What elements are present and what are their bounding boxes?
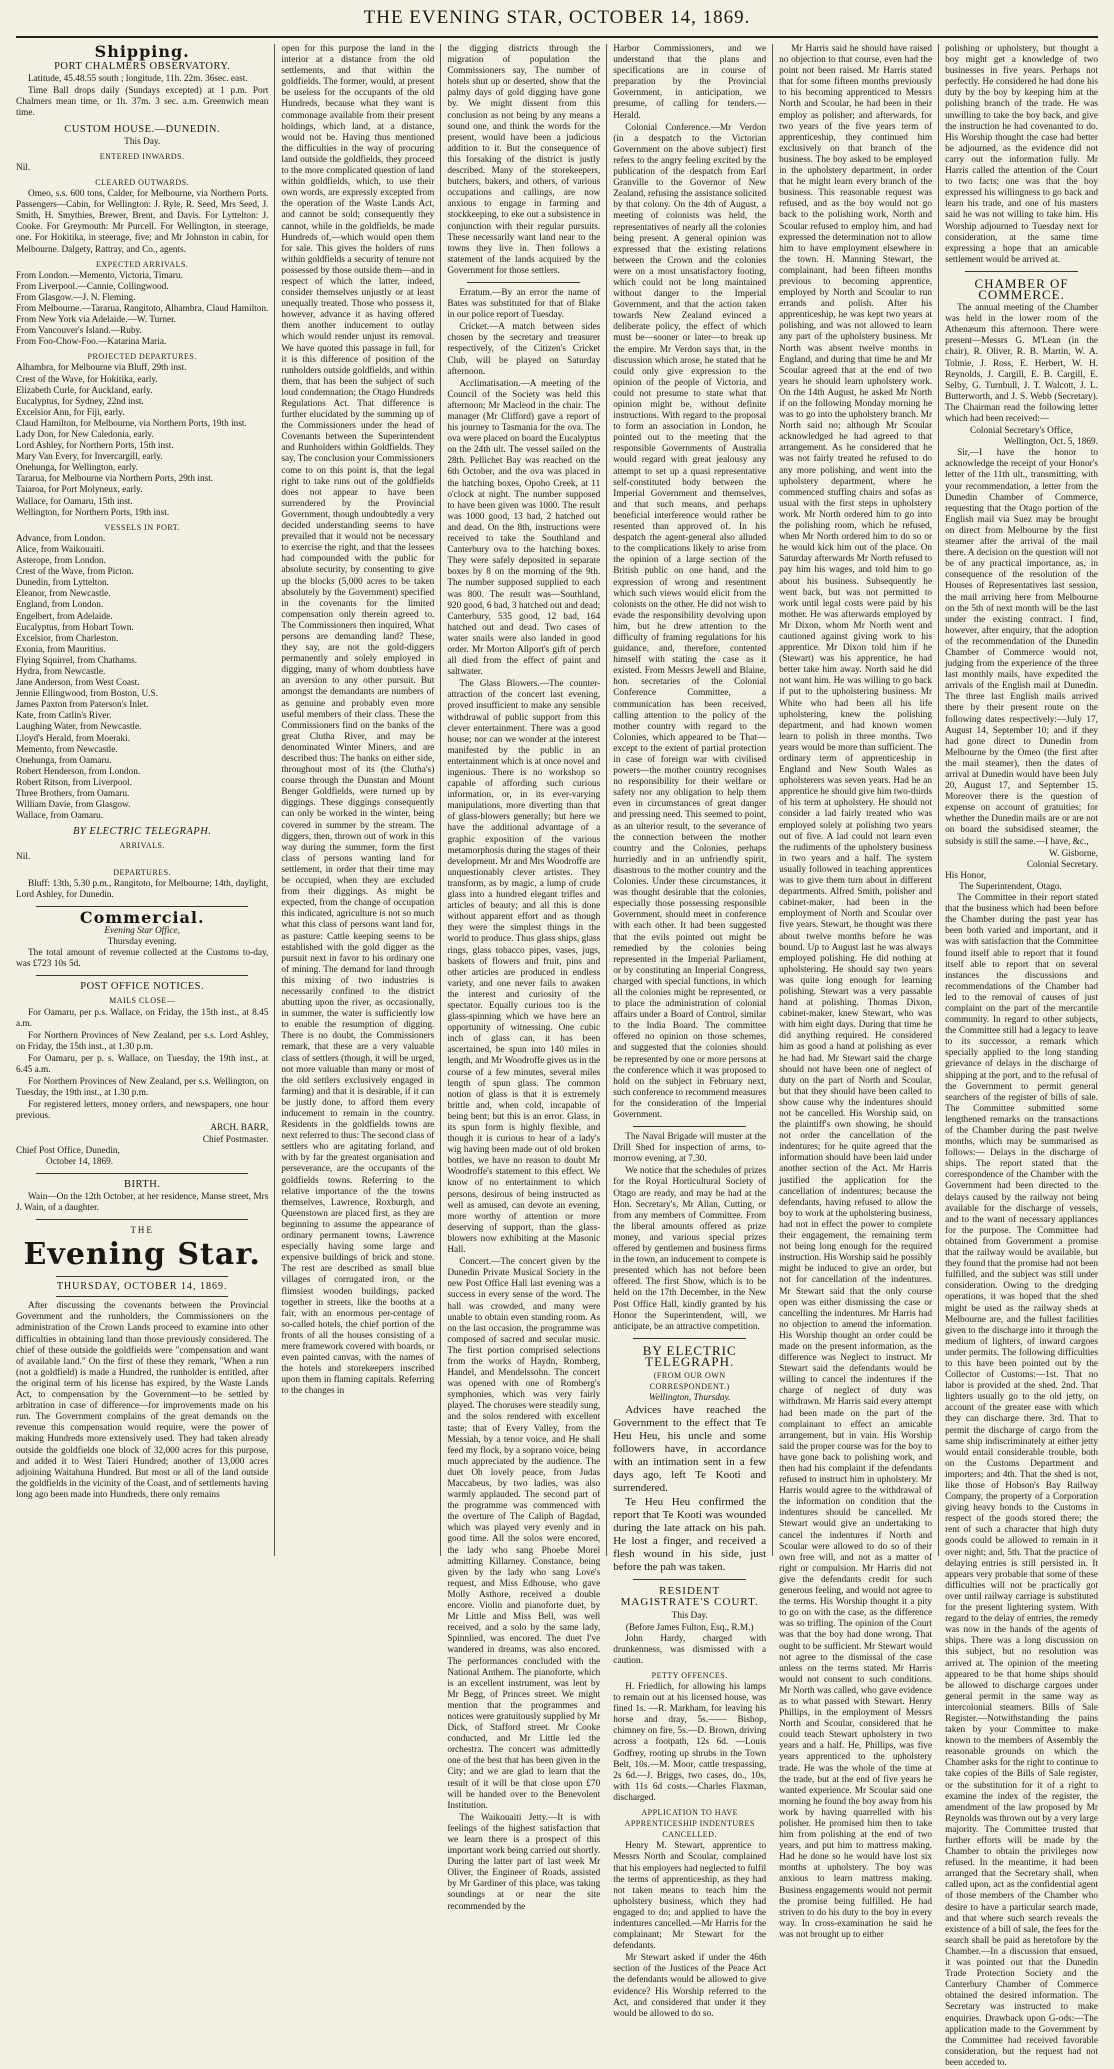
apprentice-text-2: Mr Stewart asked if under the 46th section of the Justices of the Peace Act the defendants would be allowed to give evidence? His Worship referred to the Act, and considered that under it they would be allowed to do so. xyxy=(613,1953,767,2019)
expected-heading: EXPECTED ARRIVALS. xyxy=(95,259,189,269)
divider xyxy=(467,282,580,283)
list-item: James Paxton from Paterson's Inlet. xyxy=(16,700,149,711)
list-item: Engelbert, from Adelaide. xyxy=(16,611,113,622)
divider xyxy=(36,975,248,976)
list-item: Crest of the Wave, for Hokitika, early. xyxy=(16,374,158,385)
list-item: Wallace, for Oamaru, 15th inst. xyxy=(16,496,133,507)
masthead-title: THE EVENING STAR, OCTOBER 14, 1869. xyxy=(363,7,751,28)
list-item: Robert Henderson, from London. xyxy=(16,766,141,777)
list-item: Memento, from Newcastle. xyxy=(16,744,118,755)
commercial-office: Evening Star Office, xyxy=(104,925,181,936)
entered-nil: Nil. xyxy=(16,162,31,173)
divider xyxy=(633,1126,746,1127)
departures-heading: DEPARTURES. xyxy=(113,867,172,877)
committee-report: The Committee in their report stated that the business which had been before the Chamber during the past year has been both varied and important, and it was with satisfaction that the Committee found itself able to report that it found itself able to report that on several instances the discussions and recommendations of the Chamber had led to the removal of causes of just complaint on the part of the mercantile community. In regard to other subjects, the Committee still had a legacy to leave to its successor, a remark which specially applied to the long standing grievance of delays in the discharge of shipping at the port, and to the refusal of the Government to permit general searchers of the register of bills of sale. The Committee submitted some lengthened remarks on the transactions of the Chamber during the past twelve months, which may be summarised as follows:— Delays in the discharge of ships. The report stated that the correspondence of the Chamber with the Government had been directed to the delays caused by the railway not being available for the discharge of vessels, and to the want of necessary appliances for the purpose. The Committee had obtained from Government a promise that the railway would be available, but they found that the promise had not been fulfilled, and the subject was still under consideration. Owing to the dredging operations, it was hoped that the shed might be used as the railway sheds at Melbourne are, and the fullest facilities given to the discharge into it through the medium of lighters, of inward cargoes under permits. The following difficulties to this have been pointed out by the Collector of Customs:—1st. That no labor is provided at the shed. 2nd. That lighters usually go to the old jetty, on account of the greater ease with which they can discharge there. 3rd. That to permit the discharge of cargo from the same ship indiscriminately at either jetty would entail considerable trouble, both on the Customs Department and importers; and 4th. That the shed is not, like those of Hobson's Bay Railway Company, the property of a Corporation giving heavy bonds to the Customs in respect of the goods stored there; the rent of such a character that high duty goods could be allowed to remain in it over night; and, 5th. That the practice of delaying entries is still persisted in. It appears very probable that some of these difficulties will not be practically got over until railway carriage is substituted for the present lightering system. With regard to the delay of entries, the remedy was now in the hands of the agents of ships. There was a long discussion on this subject, but no resolution was arrived at. The opinion of the meeting appeared to be that home ships should be allowed to discharge cargoes under general permit in the same way as intercolonial steamers. Bills of Sale Register.—Notwithstanding the pains taken by your Committee to make known to the members of Assembly the reasonable grounds on which the Chamber asks for the right to continue to take copies of the Bills of Sale register, or the substitution for it of a right to examine the index of the register, the amendment of the law proposed by Mr Reynolds was thrown out by a very large majority. The Committee trusted that further efforts will be made by the Chamber to obtain the privileges now refused. In the meantime, it had been arranged that the Secretary shall, when called upon, act as the confidential agent of those members of the Chamber who desire to have a particular search made, and that where such search reveals the existence of a bill of sale, the fees for the search shall be paid as heretofore by the Chamber.—In a discussion that ensued, it was pointed out that the Dunedin Trade Protection Society and the Canterbury Chamber of Commerce obtained the desired information. The Secretary was instructed to make enquiries. Drawback upon G-ods:—The application made to the Government by the Committee had received favorable consideration, but the request had not been acceded to. xyxy=(945,893,1098,2068)
vessels-list xyxy=(16,534,268,822)
list-item: Onehunga, from Oamaru. xyxy=(16,755,112,766)
list-item: Asterope, from London. xyxy=(16,556,106,567)
shipping-heading: Shipping. xyxy=(94,42,190,61)
list-item: From Glasgow.—J. N. Fleming. xyxy=(16,292,136,303)
commercial-heading: Commercial. xyxy=(79,907,205,927)
post-line: For Oamaru, per p.s. Wallace, on Friday, the 15th inst., at 8.45 a.m. xyxy=(16,1007,269,1029)
divider xyxy=(36,1173,248,1174)
commercial-when: Thursday evening. xyxy=(107,937,177,948)
letter-body: Sir,—I have the honor to acknowledge the receipt of your Honor's letter of the 11th ult., transmitting, with your recommendation, a letter from the Dunedin Chamber of Commerce, requesting that the Otago portion of the English mail via Suez may be brought on direct from Melbourne by the first steamer after the arrival of the mail there. A decision on the question will not be of any practical importance, as, in consequence of the resolution of the Houses of Representatives last session, the mail arriving here from Melbourne on the 5th of next month will be the last under the existing contract. I find, however, after enquiry, that the adoption of the recommendation of the Dunedin Chamber of Commerce would not, judging from the experience of the three last monthly mails, have expedited the arrivals of the English mail at Dunedin. The three last English mails arrived there by their present route on the following dates respectively:—July 17, August 14, September 10; and if they had gone direct to Dunedin from Melbourne by the Omeo (the first after the mail steamer), then the dates of arrival at Dunedin would have been July 20, August 17, and September 15. Moreover there is the question of expense on account of gratuities; for whether the Dunedin mails are or are not on board the subsidised steamer, the subsidy is still the same.—I have, &c., xyxy=(945,448,1098,847)
list-item: Three Brothers, from Oamaru. xyxy=(16,789,130,799)
commercial-text: The total amount of revenue collected at the Customs to-day, was £723 10s 5d. xyxy=(16,948,269,970)
cleared-text: Omeo, s.s. 600 tons, Calder, for Melbourne, via Northern Ports. Passengers—Cabin, for Wellington: J. Ryle, R. Seed, Mrs Seed, J. Smith, H. Smythies, Brewer, Brent, and Davis. For Lyttelton: J. Cooke. For Greymouth: Mr Purcell. For Wellington, in steerage, one. For Hokitika, in steerage, five; and Mr Johnston in cabin, for Melbourne. Dalgety, Rattray, and Co., agents. xyxy=(16,189,269,255)
latitude-text: Latitude, 45.48.55 south ; longitude, 11h. 22m. 36sec. east. xyxy=(28,74,248,85)
list-item: Wallace, from Oamaru. xyxy=(16,811,104,822)
schedules-paragraph: We notice that the schedules of prizes for the Royal Horticultural Society of Otago are ready, and may be had at the Hon. Secretary's, Mr Allan, Cutting, or from any members of Committee. From the liberal amounts offered as prize money, and various special prizes offered by gentlemen and business firms in the town, an inducement to compete is presented which has not before been offered. The first Show, which is to be held on the 17th December, in the New Post Office Hall, kindly granted by his Honor the Superintendent, will, we anticipate, be an attractive competition. xyxy=(613,1166,767,1332)
column-1 xyxy=(10,44,275,1556)
post-date: October 14, 1869. xyxy=(46,1156,114,1167)
letter-role: Colonial Secretary. xyxy=(1026,859,1098,870)
list-item: From Vancouver's Island.—Ruby. xyxy=(16,326,142,337)
column-3 xyxy=(441,44,607,1912)
list-item: Advance, from London. xyxy=(16,533,106,544)
list-item: Hydra, from Newcastle. xyxy=(16,666,106,677)
list-item: Alhambra, for Melbourne via Bluff, 29th inst. xyxy=(16,363,187,374)
column-4 xyxy=(607,44,773,2019)
star-the: THE xyxy=(130,1225,154,1236)
issue-date: THURSDAY, OCTOBER 14, 1869. xyxy=(56,1281,228,1293)
post-heading: POST OFFICE NOTICES. xyxy=(80,981,205,993)
custom-house-heading: CUSTOM HOUSE.—DUNEDIN. xyxy=(64,123,221,135)
divider xyxy=(56,1296,228,1297)
masthead xyxy=(16,0,1098,38)
projected-list xyxy=(16,363,268,518)
arrivals-heading: ARRIVALS. xyxy=(119,841,165,851)
correspondent-label: (FROM OUR OWN CORRESPONDENT.) xyxy=(649,1370,730,1392)
list-item: Robert Ritson, from Liverpool. xyxy=(16,777,132,788)
concert-paragraph: Concert.—The concert given by the Dunedin Private Musical Society in the new Post Office Hall last evening was a success in every sense of the word. The hall was crowded, and many were unable to obtain even standing room. As on the last occasion, the programme was composed of sacred and secular music. The first portion comprised selections from the works of Haydn, Romberg, Handel, and Mendelssohn. The concert was opened with one of Romberg's symphonies, which was very fairly played. The choruses were steadily sung, and the solos rendered with excellent taste; that of Every Valley, from the Messiah, by a tenor voice, and He shall feed my flock, by a soprano voice, being much appreciated by the audience. The duet Oh lovely peace, from Judas Maccabeus, by two ladies, was also warmly applauded. The second part of the programme was commenced with the overture of The Caliph of Bagdad, which was played very evenly and in good time. All the solos were encored, the lady who sang Phoebe Morel admitting Killarney. Constance, being given by the lady who sang Love's request, and Miss Edhouse, who gave Molly Asthore, received a double encore. Violin and pianoforte duet, by Mr Little and Miss Bell, was well received, and a solo by the same lady, Spinnlied, was encored. The duet I've wandered in dreams, was also encored. The performances concluded with the National Anthem. The pianoforte, which is an excellent instrument, was lent by Mr Begg, of Princes street. We might mention that the programmes and notices were gratuitously supplied by Mr Dick, of Stafford street. Mr Cooke conducted, and Mr Little led the orchestra. The concert was admittedly one of the best that has been given in the City; and we are glad to learn that the result of it will be that close upon £70 will be handed over to the Benevolent Institution. xyxy=(447,1257,601,1811)
expected-list xyxy=(16,271,268,349)
letter-place: Wellington, Oct. 5, 1869. xyxy=(1003,437,1098,448)
post-line: For Northern Provinces of New Zealand, per s.s. Wellington, on Tuesday, the 19th inst., at 1.30 p.m. xyxy=(16,1077,269,1099)
post-signed: ARCH. BARR, xyxy=(210,1123,269,1134)
petty-heading: PETTY OFFENCES. xyxy=(651,1670,728,1680)
columns xyxy=(10,42,1104,2068)
list-item: Tararua, for Melbourne via Northern Ports, 29th inst. xyxy=(16,474,214,485)
letter-to-2: The Superintendent, Otago. xyxy=(959,881,1062,892)
divider xyxy=(633,1338,746,1339)
list-item: Lloyd's Herald, from Moeraki. xyxy=(16,733,130,744)
list-item: Eucalyptus, for Sydney, 22nd inst. xyxy=(16,396,144,407)
court-case-continued: Mr Harris said he should have raised no objection to that course, even had the point not been raised. Mr Harris stated that for some fifteen months previously to his becoming apprenticed to Messrs North and Scoular, he had been in their employ as polisher; and afterwards, for two years of the five years term of apprenticeship, they continued him exclusively on that branch of the business. The boy asked to be employed in the upholstery department, in order that he might learn every branch of the business. This reasonable request was refused, and as the boy would not go back to the polishing work, North and Scoular refused to employ him, and had expressed the determination not to allow him to have employment elsewhere in the town. H. Manning Stewart, the complainant, had been fifteen months previous to becoming apprentice, employed by North and Scoular to run errands and polish. After his apprenticeship, he was kept two years at polishing, and was not allowed to learn any part of the upholstery business. Mr North was absent twelve months in England, and during that time he and Mr Scoular agreed that at the end of two years he should learn upholstery work. On the 14th August, he asked Mr North if on the following Monday morning he was to go into the upholstery branch. Mr North said no; although Mr Scoular acknowledged he had agreed to that arrangement. As he considered that he was not fairly treated he refused to do any more polishing, and went into the upholstery department, where he commenced stuffing chairs and sofas as usual with the first steps in upholstery work. Mr North ordered him to go into the polishing room, which he refused, when Mr North ordered him to do so or he would kick him out of the place. On Saturday afterwards Mr North refused to pay him his wages, and told him to go about his business. Subsequently he went back, but was not permitted to work until legal costs were paid by his mother. He was afterwards employed by Mr Dixon, whom Mr North went and cautioned against giving work to his apprentice. Mr Dixon told him if he (Stewart) was his apprentice, he had better take him away. North said he did not want him. He was willing to go back if put to the upholstering business. Mr White who had been all his life upholstering, knew the polishing department, and had known women learn to polish in three months. Two years would be more than sufficient. The ordinary term of apprenticeship in England and New South Wales as upholsterers was seven years. Had he an apprentice he should give him two-thirds of his term at upholstery. He should not consider a lad fairly treated who was employed solely at polishing two years out of five. A lad could not learn even the rudiments of the upholstery business in two years and a half. The system usually followed in teaching apprentices was to give them turn about in different departments. Alfred Smith, polisher and cabinet-maker, had been in the employment of North and Scoular over five years. Stewart, he thought was there about twelve months before he was bound. Up to August last he was always employed polishing. He did nothing at upholstering. He should say two years was quite long enough for learning polishing. Stewart was a very passable hand at polishing. Thomas Dixon, cabinet-maker, knew Stewart, who was with him eight days. During that time he did anything required. He considered him as good a hand at polishing as ever he had had. Mr Stewart said the charge should not have been one of neglect of duty on the part of North and Scoular, but that they should have been called to show cause why the indentures should not be cancelled. His Worship said, on the plaintiff's own showing, he should not order the cancellation of the indentures; for he quite agreed that the information should have been laid under another section of the Act. Mr Harris justified the application for the cancellation of indentures; because the defendants, having refused to allow the boy to work at the upholstering business, had not in effect the power to complete their engagement, the remaining term not being long enough for the required instruction. His Worship said he possibly might be induced to give an order, but not for cancellation of the indentures. Mr Stewart said that the only course open was either dismissing the case or cancelling the indentures. Mr Harris had no objection to amend the information. His Worship thought an order could be made on the present information, as the difference was Neglect to instruct. Mr Stewart said the defendants would be willing to cancel the indentures if the charge of neglect of duty was withdrawn. Mr Harris said every attempt had been made on the part of the complainant to effect an amicable arrangement, but in vain. His Worship said the proper course was for the boy to have gone back to polishing work, and then had his complaint if the defendants refused to instruct him in upholstery. Mr Harris would agree to the withdrawal of the information on condition that the indentures should be cancelled. Mr Stewart would give an undertaking to cancel the indentures if North and Scoular were allowed to do so of their own free will, and not as a matter of right or compulsion. Mr Harris did not give the defendants credit for such generous feeling, and would not agree to the terms. His Worship thought it a pity to go on with the case, as the difference was so trifling. The opinion of the Court was that the boy had done wrong. That ought to be sufficient. Mr Stewart would not agree to the dismissal of the case unless on the terms stated. Mr Harris would not consent to such conditions. Mr North was called, who gave evidence as to what passed with Stewart. Henry Phillips, in the employment of Messrs North and Scoular, considered that he could teach Stewart upholstery in two years and a half. He, Phillips, was five years apprenticed to the upholstery trade. He was the whole of the time at the trade, but at the end of five years he wanted experience. Mr Scoular said one morning he found the boy away from his work by having quarrelled with his polisher. He promised him then to take him from polishing at the end of two years, and put him to mattress making. Had he done so he would have lost six months at upholstery. The boy was anxious to learn mattress making. Business engagements would not permit the promise being fulfilled. He had striven to do his duty to the boy in every way. In cross-examination he said he was not brought up to either xyxy=(779,44,933,1940)
arrivals-nil: Nil. xyxy=(16,852,31,863)
leader-continued: open for this purpose the land in the interior at a distance from the old settlements, and that within the goldfields. The former, would, at present be useless for the occupants of the old Hundreds, because what they want is commonage available from their present holdings, which land, at a distance, would not be. Having thus mentioned the difficulties in the way of procuring land outside the goldfields, they proceed to the more complicated question of land within goldfields, which, to use their own words, are expressly excepted from the operation of the Waste Lands Act, and cannot be sold; consequently they cannot, while in the goldfields, be made Hundreds of,—which would open them for sale. This gives the holders of runs within goldfields a security of tenure not possessed by those outside them—and in respect of which the latter, indeed, consider themselves unjustly or at least unequally treated. Those who possess it, however, advance it as having offered them another inducement to outlay which would render unjust its removal. We have quoted this passage in full, for it is this difference of position of the runholders outside goldfields, and within them, that has been the subject of such loud condemnation; the Otago Hundreds Regulations Act. That difference is further elucidated by the summing up of the Commissioners under the head of Covenants between the Superintendent and Runholders within Goldfields. They say, The conclusion your Commissioners come to on this point is, that the legal right to take runs out of the goldfields does not appear to have been surrendered by the Provincial Government, though undoubtedly a very decided understanding seems to have prevailed that it would not be necessary to exercise the right, and that the lessees had compounded with the public for absolute security, by consenting to give up the blocks (5,000 acres to be taken absolutely by the Government) specified in the covenants for the limited compensation only therein agreed to. The Commissioners then inquired, What persons are demanding land? These, they say, are not the gold-diggers permanently and solely employed in digging, many of whom doubtless have an aversion to any other pursuit. But amongst the demandants are numbers of as genuine and probably even more useful members of their class. These the Commissioners find on the banks of the great Clutha River, and may be denominated Winter Miners, and are described thus: The banks on either side, throughout most of its (the Clutha's) course through the Dunstan and Mount Benger Goldfields, were turned up by diggings. These diggings consequently can only be worked in the winter, being covered in summer by the stream. The diggers, then, thrown out of work in this way during the summer, form the first class of persons wanting land for settlement, in order that their time may be occupied, when they are excluded from their diggings. As might be expected, from the change of occupation this indicated, agriculture is not so much what this class of persons want land for, as pasture: Cattle keeping seems to be established with the gold digger as the pursuit next in favor to his ordinary one of mining. The demand for land through this mixing of two industries is necessarily confined to the district abutting upon the river, as occasionally, in summer, the water is sufficiently low to enable the resumption of digging. There is no doubt, the Commissioners remark, that these are a very valuable class of settlers (though, it will be urged, not more valuable than many or most of the old settlers exclusively engaged in farming) and that it is desirable, if it can be justly done, to afford them every inducement to remain in the country. Residents in the goldfields towns are next referred to thus: The second class of settlers who are agitating forland, and with by far the greatest organisation and perseverance, are the occupants of the goldfields towns. Referring to the relative importance of the the towns themselves, Lawrence, Roxburgh, and Queenstown are placed first, as they are beginning to assume the appearance of ordinary permanent towns, Lawrence especially having some large and expensive buildings of brick and stone. The rest are described as small blue villages of corrugated iron, or the flimsiest wooden buildings, packed together in streets, like the booths at a fair, with an enormous per-centage of so-called hotels, the chief portion of the fronts of all the houses consisting of a mere framework covered with boards, or even painted canvas, with the names of the hotels and storekeepers inscribed upon them in flaming capitals. Referring to the changes in xyxy=(281,44,435,1397)
list-item: Alice, from Waikouaiti. xyxy=(16,544,104,555)
observatory-heading: PORT CHALMERS OBSERVATORY. xyxy=(54,61,231,73)
divider xyxy=(965,271,1078,272)
post-line: For Northern Provinces of New Zealand, per s.s. Lord Ashley, on Friday, the 15th inst., at 1.30 p.m. xyxy=(16,1030,269,1052)
list-item: Elizabeth Curle, for Auckland, early. xyxy=(16,385,153,396)
court-drunk: John Hardy, charged with drunkenness, was dismissed with a caution. xyxy=(613,1633,767,1666)
telegraph-item: Advices have reached the Government to the effect that Te Heu Heu, his uncle and some followers have, in accordance with an intimation sent in a few days ago, left Te Kooti and surrendered. xyxy=(613,1404,767,1495)
dateline: Wellington, Thursday. xyxy=(648,1393,731,1404)
list-item: Eleanor, from Newcastle. xyxy=(16,589,111,600)
letter-sign: W. Gisborne, xyxy=(1049,848,1098,859)
list-item: Onehunga, for Wellington, early. xyxy=(16,463,138,474)
leader-text: After discussing the covenants between the Provincial Government and the runholders, the Commissioners on the administration of the Crown Lands proceed to examine into other difficulties in obtaining land than those previously considered. The chief of these outside the goldfields were "compensation and want of available land." On the first of these they remark, "When a run (not a goldfield) is made a Hundred, the runholder is entitled, after the original term of his license has expired, by the Waste Lands Act, to compensation by the Government—to be settled by arbitration in case of difference—for improvements made on his run. The Government complains of the great demands on the revenue this compensation would require, were the power of making Hundreds more extensively used. They had taken already outside the goldfields one block of 32,000 acres for this purpose, and added it to West Taieri Hundred; another of 13,000 acres adjoining Waitahuna Hundred. But most or all of the land outside the goldfields in the vicinity of the Coast, and of settlements having long ago been made into Hundreds, there only remains xyxy=(16,1301,269,1500)
list-item: From New York via Adelaide.—W. Turner. xyxy=(16,315,177,326)
projected-heading: PROJECTED DEPARTURES. xyxy=(87,352,197,362)
post-line: For Oamaru, per p. s. Wallace, on Tuesday, the 19th inst., at 6.45 a.m. xyxy=(16,1053,269,1075)
list-item: Jennie Ellingwood, from Boston, U.S. xyxy=(16,689,159,700)
harbor-paragraph: Harbor Commissioners, and we understand that the plans and specifications are in course of preparation by the Provincial Government, in anticipation, we presume, of calling for tenders.—Herald. xyxy=(613,44,767,121)
list-item: From Foo-Chow-Foo.—Katarina Maria. xyxy=(16,337,167,348)
list-item: William Davie, from Glasgow. xyxy=(16,800,131,811)
birth-text: Wain—On the 12th October, at her residence, Manse street, Mrs J. Wain, of a daughter. xyxy=(16,1191,269,1213)
jetty-paragraph: The Waikouaiti Jetty.—It is with feelings of the highest satisfaction that we learn there is a prospect of this important work being carried out shortly. During the latter part of last week Mr Oliver, the Engineer of Roads, assisted by Mr Gardiner of this place, was taking soundings at or near the site recommended by the xyxy=(447,1812,601,1912)
entered-heading: ENTERED INWARDS. xyxy=(99,151,185,161)
post-office: Chief Post Office, Dunedin, xyxy=(16,1145,120,1156)
list-item: England, from London. xyxy=(16,600,104,611)
divider xyxy=(36,1219,248,1220)
list-item: Mary Van Every, for Invercargill, early. xyxy=(16,452,163,463)
apprentice-text: Henry M. Stewart, apprentice to Messrs North and Scoular, complained that his employers had neglected to fulfil the terms of apprenticeship, as they had not taken means to teach him the upholstery business, which they had engaged to do; and applied to have the indentures cancelled.—Mr Harris for the complainant; Mr Stewart for the defendants. xyxy=(613,1841,767,1952)
telegraph-item: Te Heu Heu confirmed the report that Te Kooti was wounded during the late attack on his pah. He lost a finger, and received a flesh wound in his side, just before the pah was taken. xyxy=(613,1496,767,1574)
birth-heading: BIRTH. xyxy=(123,1178,161,1190)
colonial-conference-paragraph: Colonial Conference.—Mr Verdon (in a despatch to the Victorian Government on the above subject) first refers to the angry feeling excited by the publication of the despatch from Earl Granville to the Governor of New Zealand, refusing the assistance solicited by that colony. On the 4th of August, a meeting of colonists was held, the representatives of nearly all the colonies being present. A general opinion was expressed that the existing relations between the Crown and the colonies were on a most unsatisfactory footing, which could not be long maintained without danger to the Imperial Government, and that the action taken towards New Zealand evinced a deliberate policy, the effect of which must be—sooner or later—to break up the empire. Mr Verdon says that, in the discussion which arose, he stated that he could only give expression to the opinion of the people of Victoria, and could not presume to state what that opinion might be, without definite instructions. With regard to the proposal to form an association in London, he pointed out to the meeting that the responsible Governments of Australia would regard with great jealousy any attempt to set up a quasi representative self-constituted body between the Imperial Government and themselves, and that such means, and perhaps beneficial interference would rather be resented than approved of. In his despatch the agent-general also alluded to the complications likely to arise from the opinion of a large section of the British public on one hand, and the expression of wrong and resentment which such views would elicit from the colonists on the other. He did not wish to evade the responsibility devolving upon him, but he drew attention to the difficulty of framing regulations for his guidance, and, therefore, contented himself with stating the case as it existed. From Messrs Jewell and Blaine, hon. secretaries of the Colonial Conference Committee, a communication has been received, calling attention to the policy of the mother country with regard to the Colonies, which appeared to be That—except to the extent of partial protection in case of foreign war with civilised powers—the mother country recognises no responsibility for their welfare or safety nor any obligation to help them even in circumstances of great danger and pressing need. This seemed to point, as an ulterior result, to the severance of the connection between the mother country and the Colonies, perhaps hurriedly and in an unfriendly spirit, disastrous to the mother country and the Colonies. Under these circumstances, it was thought desirable that the colonies, especially those possessing responsible Government, should meet in conference with each other. It had been suggested that the evils pointed out might be remedied by the colonies being represented in the Imperial Parliament, or by constituting an Imperial Congress, charged with special functions, in which all the colonies might be represented, or to place the administration of colonial affairs under a Board of Control, similar to the India Board. The committee offered no opinion on those schemes, and suggested that the colonies should be represented by one or more persons at the conference which it was proposed to hold on the subject in February next, such conference to recommend measures for the consideration of the Imperial Government. xyxy=(613,122,767,1120)
chamber-text: The annual meeting of the Chamber was held in the lower room of the Athenæum this afternoon. There were present—Messrs G. M'Lean (in the chair), R. Oliver, R. B. Martin, W. A. Tolmie, J. Ross, E. Herbert, W. H. Reynolds, J. Cargill, E. B. Cargill, E. Selby, G. Turnbull, J. T. Walcott, J. L. Butterworth, and J. S. Webb (Secretary). The Chairman read the following letter which had been received:— xyxy=(945,303,1098,424)
petty-text: H. Friedlich, for allowing his lamps to remain out at his licensed house, was fined 1s. —R. Markham, for leaving his horse and dray, 5s.—— Bishop, chimney on fire, 5s.—D. Brown, driving across a footpath, 12s 6d. —Louis Godfrey, rooting up shrubs in the Town Belt, 10s.—M. Moor, cattle trespassing, 2s 6d.—J. Briggs, two cases, do., 10s, with 11s 6d costs.—Charles Flaxman, discharged. xyxy=(613,1682,767,1803)
mails-close: MAILS CLOSE— xyxy=(109,996,176,1006)
list-item: Lady Don, for New Caledonia, early. xyxy=(16,430,154,440)
post-line: For registered letters, money orders, and newspapers, one hour previous. xyxy=(16,1100,269,1122)
list-item: Jane Anderson, from West Coast. xyxy=(16,678,140,689)
list-item: Exonia, from Mauritius. xyxy=(16,644,106,655)
court-heading: RESIDENT MAGISTRATE'S COURT. xyxy=(620,1585,759,1609)
letter-to: His Honor, xyxy=(945,870,987,881)
timeball-text: Time Ball drops daily (Sundays excepted) at 1 p.m. Port Chalmers mean time, or 1h. 37m. 3 sec. a.m. Greenwich mean time. xyxy=(16,86,269,119)
erratum-paragraph: Erratum.—By an error the name of Bates was substituted for that of Blake in our police report of Tuesday. xyxy=(447,287,601,321)
list-item: Flying Squirrel, from Chathams. xyxy=(16,655,138,666)
list-item: Excelsior Ann, for Fiji, early. xyxy=(16,407,125,418)
departures-text: Bluff: 13th, 5.30 p.m., Rangitoto, for Melbourne; 14th, daylight, Lord Ashley, for Dunedin. xyxy=(16,878,269,900)
divider xyxy=(36,906,248,907)
chamber-heading: CHAMBER OF COMMERCE. xyxy=(974,275,1069,302)
leader-end: the digging districts through the migration of population the Commissioners say, The number of hotels shut up or deserted, show that the palmy days of gold digging have gone by. We might dissent from this conclusion as not being by any means a sound one, and think the words for the present, would have been a judicious addition to it. But the consequence of this forsaking of the district is justly described. Many of the storekeepers, butchers, bakers, and others, of various occupations and callings, are now anxious to engage in farming and stockkeeping, to eke out a subsistence in conjunction with their regular pursuits. These necessarily want land near to the towns they live in. Then follows a statement of the lands acquired by the Government for those settlers. xyxy=(447,44,601,276)
list-item: Claud Hamilton, for Melbourne, via Northern Ports, 19th inst. xyxy=(16,418,247,429)
court-day: This Day. xyxy=(671,1611,708,1622)
vessels-heading: VESSELS IN PORT. xyxy=(104,522,180,532)
letter-head: Colonial Secretary's Office, xyxy=(970,426,1074,437)
this-day-label: This Day. xyxy=(124,136,161,147)
telegraph-section-heading: BY ELECTRIC TELEGRAPH. xyxy=(642,1342,737,1369)
cricket-paragraph: Cricket.—A match between sides chosen by the secretary and treasurer respectively, of the Citizen's Cricket Club, will be played on Saturday afternoon. xyxy=(447,322,601,377)
acclimatisation-paragraph: Acclimatisation.—A meeting of the Council of the Society was held this afternoon; Mr Macleod in the chair. The manager (Mr Clifford) gave a report of his journey to Tasmania for the ova. The ova were placed on board the Eucalyptus on the 24th ult. The vessel sailed on the 28th. Pellichet Bay was reached on the 6th October, and the ova was placed in the hatching boxes, Opoho Creek, at 11 o'clock at night. The number supposed to have been given was 1000. The result was 1000 good, 13 bad, 2 hatched out and dead. On the 8th, instructions were received to take the Southland and Canterbury ova to the hatching boxes. They were safely deposited in separate boxes by 8 on the morning of the 9th. The number supposed supplied to each was 800. The result was—Southland, 920 good, 6 bad, 3 hatched out and dead; Canterbury, 535 good, 12 bad, 164 hatched out and dead. Two cases of water snails were also landed in good order. Mr Morton Allport's gift of perch all died from the effect of paint and saltwater. xyxy=(447,378,601,678)
list-item: From Liverpool.—Cannie, Collingwood. xyxy=(16,281,169,292)
list-item: Taiaroa, for Port Molyneux, early. xyxy=(16,485,143,496)
list-item: Kate, from Catlin's River. xyxy=(16,711,112,722)
list-item: Wellington, for Northern Ports, 19th inst. xyxy=(16,507,170,518)
list-item: Dunedin, from Lyttelton. xyxy=(16,578,109,589)
column-6 xyxy=(939,44,1104,2068)
telegraph-heading: BY ELECTRIC TELEGRAPH. xyxy=(72,826,212,838)
post-role: Chief Postmaster. xyxy=(202,1134,269,1145)
list-item: From Melbourne.—Tararua, Rangitoto, Alhambra, Claud Hamilton. xyxy=(16,303,269,314)
list-item: Laughing Water, from Newcastle. xyxy=(16,722,142,733)
cleared-heading: CLEARED OUTWARDS. xyxy=(95,177,190,187)
court-case-end: polishing or upholstery, but thought a boy might get a knowledge of two businesses in five years. Perhaps not perfectly. He considered he had done his duty by the boy by keeping him at the polishing branch of the trade. He was unwilling to take the boy back, and give the instruction he had covenanted to do. His Worship thought the case had better be adjourned, as the evidence did not carry out the information fully. Mr Harris called the attention of the Court to two facts; one was that the boy expressed his willingness to go back and learn his trade, and one of his masters said he was not willing to take him. His Worship adjourned to Tuesday next for consideration, at the same time expressing a hope that an amicable settlement would be arrived at. xyxy=(945,44,1098,265)
divider xyxy=(56,1276,228,1277)
glass-blowers-paragraph: The Glass Blowers.—The counter-attraction of the concert last evening, proved insufficient to make any sensible withdrawal of public support from this clever entertainment. There was a good house; nor can we wonder at the interest manifested by the public in an entertainment which is at once novel and ingenious. There is no workshop so capable of affording such curious information, or, in its ever-varying manipulations, more diverting than that of glass-blowers generally; but here we have the additional advantage of a graphic exposition of the various metamorphosis during the stages of their development. Mr and Mrs Woodroffe are unquestionably clever artistes. They transform, as by magic, a lump of crude glass into a hundred elegant trifles and articles of beauty; and all this is done without apparent effort and as though they were the simplest things in the world to produce. Thus glass ships, glass rings, glass tobacco pipes, vases, jugs, baskets of flowers and fruit, pins and other articles are produced in endless variety, and one never fails to awaken the interest and curiosity of the spectator. Equally curious too is the glass-spinning which we have here an opportunity of witnessing. One cubic inch of glass can, it has been ascertained, be spun into 140 miles in length, and Mr Woodroffe gives us in the course of a few minutes, several miles length of spun glass. The common notion of glass is that it is extremely brittle and, when cold, incapable of being bent; but this is an error. Glass, in its spun form is highly flexible, and though it is curious to hear of a lady's wig having been made out of old broken bottles, we have no reason to doubt Mr Woodroffe's statement to this effect. We know of no entertainment to which persons, desirous of being instructed as well as amused, can devote an evening, more worthy of attention or more deserving of support, than the glass-blowers now exhibiting at the Masonic Hall. xyxy=(447,679,601,1256)
divider xyxy=(633,1579,746,1580)
evening-star-title: Evening Star. xyxy=(23,1237,261,1273)
apprentice-heading: APPLICATION TO HAVE APPRENTICESHIP INDENTURES CANCELLED. xyxy=(624,1808,755,1840)
list-item: Eucalyptus, from Hobart Town. xyxy=(16,622,134,633)
list-item: Crest of the Wave, from Picton. xyxy=(16,567,134,578)
list-item: Excelsior, from Charleston. xyxy=(16,633,119,644)
list-item: From London.—Memento, Victoria, Timaru. xyxy=(16,270,183,281)
list-item: Lord Ashley, for Northern Ports, 15th inst. xyxy=(16,441,174,452)
naval-brigade-paragraph: The Naval Brigade will muster at the Drill Shed for inspection of arms, to-morrow evening, at 7.30. xyxy=(613,1132,767,1165)
column-2 xyxy=(275,44,441,1556)
court-before: (Before James Fulton, Esq., R.M.) xyxy=(625,1622,754,1633)
column-5 xyxy=(773,44,939,1940)
